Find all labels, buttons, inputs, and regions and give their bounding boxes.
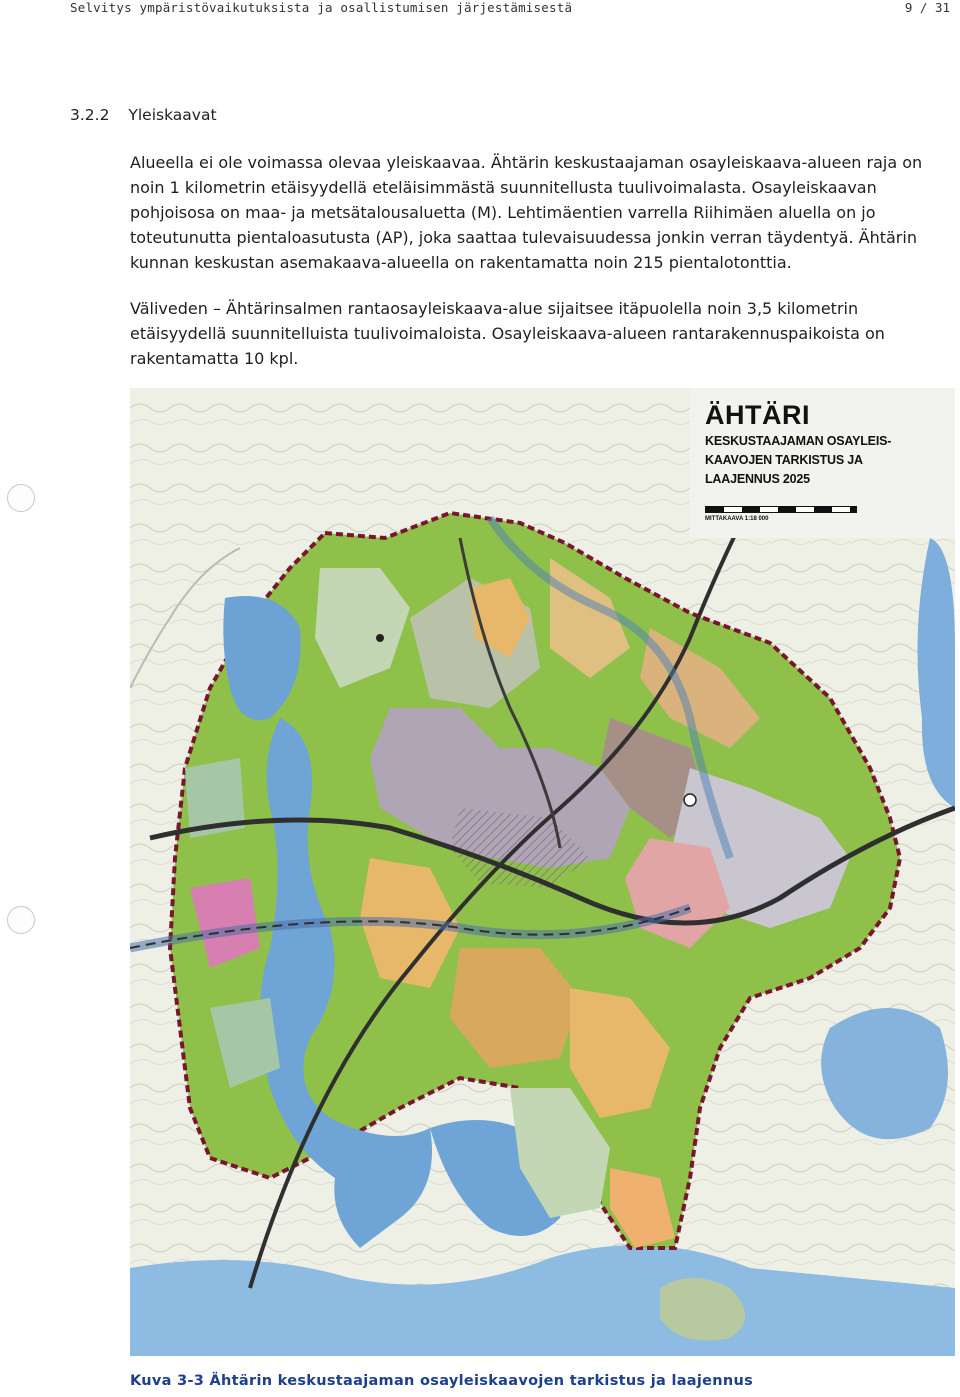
map-title: ÄHTÄRI [705,400,810,430]
map-title-block [705,400,891,488]
scale-label: MITTAKAAVA 1:18 000 [705,516,769,522]
section-number: 3.2.2 [70,106,110,124]
map-subtitle-line-2: KAAVOJEN TARKISTUS JA [705,453,863,467]
binder-hole-icon [7,484,35,512]
section-title: Yleiskaavat [128,106,217,124]
scale-bar [705,506,857,513]
page-number: 9 / 31 [904,0,950,15]
master-plan-map [130,388,955,1356]
section-heading [70,106,217,124]
landmark-marker [376,634,384,642]
running-header-title: Selvitys ympäristövaikutuksista ja osallistumisen järjestämisestä [70,0,573,15]
map-graphic [130,388,955,1356]
figure-caption: Kuva 3-3 Ähtärin keskustaajaman osayleiskaavojen tarkistus ja laajennus [130,1373,754,1389]
map-subtitle-line-1: KESKUSTAAJAMAN OSAYLEIS- [705,434,892,448]
paragraph-general-plans: Alueella ei ole voimassa olevaa yleiskaavaa. Ähtärin keskustaajaman osayleiskaava-alueen raja on noin 1 kilometrin etäisyydellä eteläisimmästä suunnitellusta tuulivoimalasta. Osayleiskaavan pohjoisosa on maa- ja metsätalousaluetta (M). Lehtimäentien varrella Riihimäen aluella on jo toteutunutta pientaloasutusta (AP), joka saattaa tulevaisuudessa jonkin verran täydentyä. Ähtärin kunnan keskustan asemakaava-alueella on rakentamatta noin 215 pientalotonttia. [130,153,923,272]
binder-hole-icon [7,906,35,934]
paragraph-shore-plan: Väliveden – Ähtärinsalmen rantaosayleiskaava-alue sijaitsee itäpuolella noin 3,5 kilometrin etäisyydellä suunnitelluista tuulivoimaloista. Osayleiskaava-alueen rantarakennuspaikoista on rakentamatta 10 kpl. [130,299,885,368]
road-junction-marker [684,794,696,806]
map-subtitle-line-3: LAAJENNUS 2025 [705,472,810,486]
